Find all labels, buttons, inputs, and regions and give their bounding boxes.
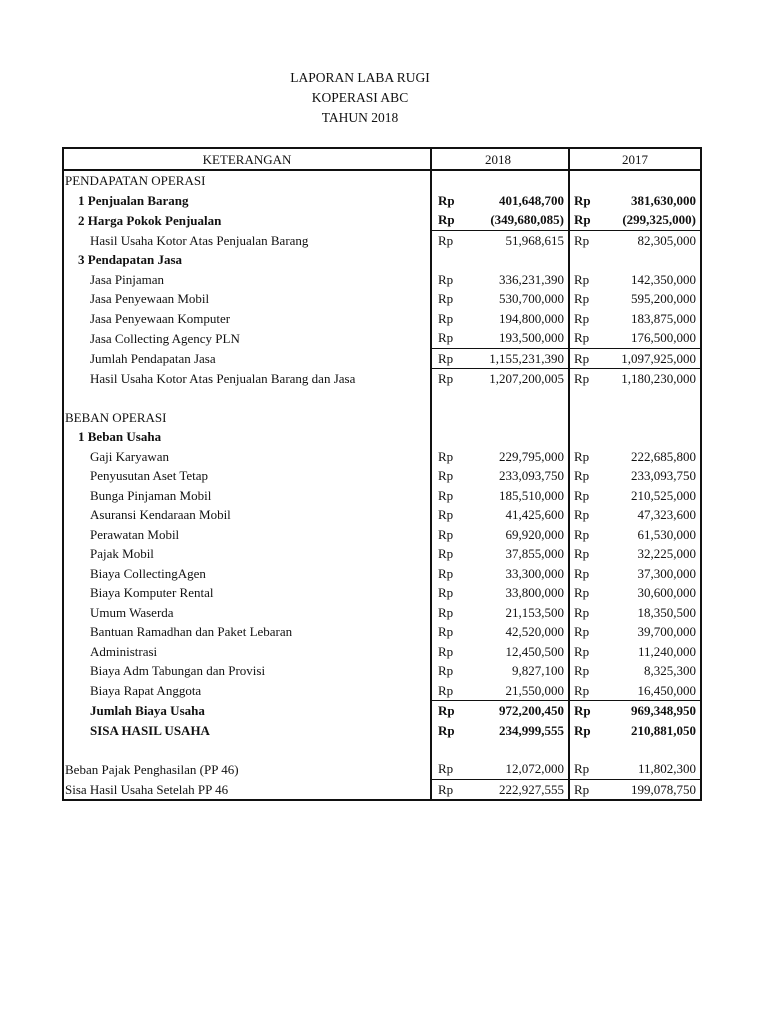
row-label: Jasa Penyewaan Mobil bbox=[63, 289, 431, 309]
row-label: Jasa Collecting Agency PLN bbox=[63, 328, 431, 348]
currency-2018: Rp bbox=[438, 371, 454, 387]
currency-2017: Rp bbox=[574, 585, 590, 601]
value-2018: 33,800,000 bbox=[472, 583, 569, 603]
value-2017: 82,305,000 bbox=[608, 230, 701, 250]
row-label: Sisa Hasil Usaha Setelah PP 46 bbox=[63, 779, 431, 800]
value-2017: 222,685,800 bbox=[631, 448, 696, 464]
value-2017: 199,078,750 bbox=[608, 779, 701, 800]
value-2017: 8,325,300 bbox=[644, 663, 696, 679]
value-2018 bbox=[472, 408, 569, 428]
currency-2018: Rp bbox=[438, 643, 454, 659]
value-2017: 210,881,050 bbox=[631, 722, 696, 738]
table-row bbox=[63, 486, 701, 506]
row-label: Administrasi bbox=[63, 642, 431, 662]
currency-2018: Rp bbox=[438, 291, 454, 307]
value-2018: 336,231,390 bbox=[472, 270, 569, 290]
table-row bbox=[63, 642, 701, 662]
value-2018 bbox=[472, 250, 569, 270]
row-label bbox=[63, 740, 431, 759]
currency-2017: Rp bbox=[574, 192, 591, 208]
currency-2018: Rp bbox=[438, 448, 454, 464]
currency-2018: Rp bbox=[438, 546, 454, 562]
currency-2017: Rp bbox=[569, 348, 608, 369]
value-2018: 234,999,555 bbox=[472, 721, 569, 741]
row-label: Biaya Adm Tabungan dan Provisi bbox=[63, 661, 431, 681]
value-2017: 30,600,000 bbox=[637, 585, 696, 601]
row-label: Bunga Pinjaman Mobil bbox=[63, 486, 431, 506]
currency-2017: Rp bbox=[574, 604, 590, 620]
currency-2018: Rp bbox=[438, 468, 454, 484]
value-2018: 21,153,500 bbox=[472, 603, 569, 623]
value-2017: 142,350,000 bbox=[631, 271, 696, 287]
table-row bbox=[63, 505, 701, 525]
spacer-row bbox=[63, 389, 701, 408]
currency-2018: Rp bbox=[438, 192, 455, 208]
table-row bbox=[63, 583, 701, 603]
table-row bbox=[63, 289, 701, 309]
value-2018 bbox=[472, 389, 569, 408]
currency-2017: Rp bbox=[574, 271, 590, 287]
table-row bbox=[63, 681, 701, 701]
currency-2017: Rp bbox=[574, 682, 590, 698]
currency-2017: Rp bbox=[574, 291, 590, 307]
value-2018: 1,207,200,005 bbox=[472, 369, 569, 389]
row-label: 2 Harga Pokok Penjualan bbox=[63, 210, 431, 230]
row-label: Penyusutan Aset Tetap bbox=[63, 466, 431, 486]
currency-2017: Rp bbox=[574, 507, 590, 523]
row-label: Gaji Karyawan bbox=[63, 447, 431, 467]
currency-2018 bbox=[431, 389, 472, 408]
row-label: PENDAPATAN OPERASI bbox=[63, 170, 431, 191]
currency-2017: Rp bbox=[574, 448, 590, 464]
currency-2018: Rp bbox=[438, 212, 455, 228]
table-row bbox=[63, 525, 701, 545]
value-2018 bbox=[472, 740, 569, 759]
value-2017: 37,300,000 bbox=[637, 565, 696, 581]
row-label: Bantuan Ramadhan dan Paket Lebaran bbox=[63, 622, 431, 642]
currency-2017: Rp bbox=[574, 565, 590, 581]
currency-2018 bbox=[431, 250, 472, 270]
value-2017: 381,630,000 bbox=[631, 192, 696, 208]
report-year: TAHUN 2018 bbox=[321, 110, 399, 125]
currency-2018: Rp bbox=[438, 761, 454, 777]
value-2018: 37,855,000 bbox=[472, 544, 569, 564]
value-2018: 185,510,000 bbox=[472, 486, 569, 506]
table-row bbox=[63, 191, 701, 211]
value-2017: 176,500,000 bbox=[631, 330, 696, 346]
currency-2017: Rp bbox=[574, 722, 591, 738]
currency-2018: Rp bbox=[438, 507, 454, 523]
table-header-row bbox=[63, 148, 701, 170]
value-2018: 193,500,000 bbox=[472, 328, 569, 348]
table-row bbox=[63, 408, 701, 428]
currency-2017: Rp bbox=[574, 371, 590, 387]
row-label: 3 Pendapatan Jasa bbox=[63, 250, 431, 270]
value-2017: 183,875,000 bbox=[631, 310, 696, 326]
currency-2018: Rp bbox=[438, 663, 454, 679]
row-label: 1 Penjualan Barang bbox=[63, 191, 431, 211]
row-label: 1 Beban Usaha bbox=[63, 427, 431, 447]
table-row bbox=[63, 309, 701, 329]
currency-2018: Rp bbox=[438, 722, 455, 738]
value-2018: 229,795,000 bbox=[472, 447, 569, 467]
report-title: LAPORAN LABA RUGI bbox=[290, 70, 430, 85]
currency-2018: Rp bbox=[438, 271, 454, 287]
value-2018: 530,700,000 bbox=[472, 289, 569, 309]
currency-2017: Rp bbox=[574, 330, 590, 346]
currency-2018: Rp bbox=[431, 701, 472, 721]
value-2017 bbox=[608, 427, 701, 447]
value-2018 bbox=[472, 170, 569, 191]
currency-2018: Rp bbox=[438, 624, 454, 640]
value-2018: 194,800,000 bbox=[472, 309, 569, 329]
value-2017: 47,323,600 bbox=[637, 507, 696, 523]
currency-2017 bbox=[569, 740, 608, 759]
currency-2018 bbox=[431, 740, 472, 759]
value-2018: 9,827,100 bbox=[472, 661, 569, 681]
spacer-row bbox=[63, 740, 701, 759]
value-2017: 61,530,000 bbox=[637, 526, 696, 542]
column-header-2017: 2017 bbox=[569, 148, 701, 170]
currency-2017: Rp bbox=[574, 624, 590, 640]
row-label bbox=[63, 389, 431, 408]
row-label: SISA HASIL USAHA bbox=[63, 721, 431, 741]
currency-2018 bbox=[431, 408, 472, 428]
table-row bbox=[63, 250, 701, 270]
value-2018: 42,520,000 bbox=[472, 622, 569, 642]
row-label: Jumlah Pendapatan Jasa bbox=[63, 348, 431, 369]
currency-2018: Rp bbox=[438, 682, 454, 698]
row-label: Jumlah Biaya Usaha bbox=[63, 701, 431, 721]
currency-2017 bbox=[569, 250, 608, 270]
table-row bbox=[63, 779, 701, 800]
value-2017: 32,225,000 bbox=[637, 546, 696, 562]
value-2017: 1,180,230,000 bbox=[621, 371, 696, 387]
value-2017: 233,093,750 bbox=[631, 468, 696, 484]
currency-2018: Rp bbox=[431, 348, 472, 369]
row-label: BEBAN OPERASI bbox=[63, 408, 431, 428]
currency-2017: Rp bbox=[574, 212, 591, 228]
currency-2017: Rp bbox=[574, 468, 590, 484]
value-2018: 33,300,000 bbox=[472, 564, 569, 584]
row-label: Hasil Usaha Kotor Atas Penjualan Barang dan Jasa bbox=[63, 369, 431, 389]
currency-2017 bbox=[569, 427, 608, 447]
value-2018: 21,550,000 bbox=[472, 681, 569, 701]
value-2017: 16,450,000 bbox=[637, 682, 696, 698]
value-2018: (349,680,085) bbox=[472, 210, 569, 230]
currency-2017: Rp bbox=[574, 310, 590, 326]
value-2017 bbox=[608, 250, 701, 270]
currency-2017: Rp bbox=[569, 230, 608, 250]
table-row bbox=[63, 661, 701, 681]
row-label: Jasa Pinjaman bbox=[63, 270, 431, 290]
currency-2017: Rp bbox=[574, 546, 590, 562]
table-row bbox=[63, 466, 701, 486]
table-row bbox=[63, 348, 701, 369]
table-row bbox=[63, 170, 701, 191]
value-2018: 12,450,500 bbox=[472, 642, 569, 662]
value-2018: 401,648,700 bbox=[472, 191, 569, 211]
table-row bbox=[63, 759, 701, 779]
value-2017 bbox=[608, 740, 701, 759]
table-body bbox=[63, 170, 701, 800]
currency-2018: Rp bbox=[438, 487, 454, 503]
value-2017 bbox=[608, 170, 701, 191]
table-row bbox=[63, 210, 701, 230]
currency-2018: Rp bbox=[438, 604, 454, 620]
currency-2017: Rp bbox=[569, 779, 608, 800]
value-2017 bbox=[608, 408, 701, 428]
table-row bbox=[63, 369, 701, 389]
column-header-2018: 2018 bbox=[431, 148, 569, 170]
value-2018 bbox=[472, 427, 569, 447]
currency-2018: Rp bbox=[431, 779, 472, 800]
currency-2018: Rp bbox=[438, 310, 454, 326]
value-2017: 210,525,000 bbox=[631, 487, 696, 503]
table-row bbox=[63, 328, 701, 348]
row-label: Biaya CollectingAgen bbox=[63, 564, 431, 584]
value-2018: 222,927,555 bbox=[472, 779, 569, 800]
currency-2017: Rp bbox=[574, 761, 590, 777]
row-label: Pajak Mobil bbox=[63, 544, 431, 564]
value-2018: 69,920,000 bbox=[472, 525, 569, 545]
income-statement-table bbox=[62, 147, 702, 801]
currency-2018 bbox=[431, 427, 472, 447]
table-row bbox=[63, 427, 701, 447]
table-row bbox=[63, 447, 701, 467]
value-2018: 41,425,600 bbox=[472, 505, 569, 525]
currency-2017 bbox=[569, 389, 608, 408]
value-2017: 11,802,300 bbox=[637, 761, 696, 777]
value-2017: (299,325,000) bbox=[622, 212, 696, 228]
table-row bbox=[63, 603, 701, 623]
currency-2017 bbox=[569, 170, 608, 191]
value-2018: 51,968,615 bbox=[472, 230, 569, 250]
table-row bbox=[63, 544, 701, 564]
value-2018: 972,200,450 bbox=[472, 701, 569, 721]
currency-2018: Rp bbox=[438, 330, 454, 346]
value-2017 bbox=[608, 389, 701, 408]
row-label: Asuransi Kendaraan Mobil bbox=[63, 505, 431, 525]
row-label: Biaya Komputer Rental bbox=[63, 583, 431, 603]
currency-2018 bbox=[431, 170, 472, 191]
currency-2017: Rp bbox=[569, 701, 608, 721]
value-2017: 18,350,500 bbox=[637, 604, 696, 620]
table-row bbox=[63, 270, 701, 290]
row-label: Jasa Penyewaan Komputer bbox=[63, 309, 431, 329]
table-row bbox=[63, 701, 701, 721]
currency-2017: Rp bbox=[574, 663, 590, 679]
column-header-keterangan: KETERANGAN bbox=[63, 148, 431, 170]
value-2017: 969,348,950 bbox=[608, 701, 701, 721]
table-row bbox=[63, 230, 701, 250]
row-label: Hasil Usaha Kotor Atas Penjualan Barang bbox=[63, 230, 431, 250]
currency-2017: Rp bbox=[574, 526, 590, 542]
currency-2018: Rp bbox=[438, 526, 454, 542]
value-2018: 12,072,000 bbox=[472, 759, 569, 779]
table-row bbox=[63, 564, 701, 584]
table-row bbox=[63, 721, 701, 741]
value-2017: 11,240,000 bbox=[637, 643, 696, 659]
value-2017: 39,700,000 bbox=[637, 624, 696, 640]
row-label: Biaya Rapat Anggota bbox=[63, 681, 431, 701]
currency-2017: Rp bbox=[574, 487, 590, 503]
row-label: Beban Pajak Penghasilan (PP 46) bbox=[63, 759, 431, 779]
currency-2018: Rp bbox=[438, 565, 454, 581]
currency-2018: Rp bbox=[431, 230, 472, 250]
value-2017: 595,200,000 bbox=[631, 291, 696, 307]
value-2018: 233,093,750 bbox=[472, 466, 569, 486]
currency-2018: Rp bbox=[438, 585, 454, 601]
currency-2017 bbox=[569, 408, 608, 428]
row-label: Perawatan Mobil bbox=[63, 525, 431, 545]
value-2017: 1,097,925,000 bbox=[608, 348, 701, 369]
organization-name: KOPERASI ABC bbox=[311, 90, 409, 105]
row-label: Umum Waserda bbox=[63, 603, 431, 623]
currency-2017: Rp bbox=[574, 643, 590, 659]
table-row bbox=[63, 622, 701, 642]
value-2018: 1,155,231,390 bbox=[472, 348, 569, 369]
